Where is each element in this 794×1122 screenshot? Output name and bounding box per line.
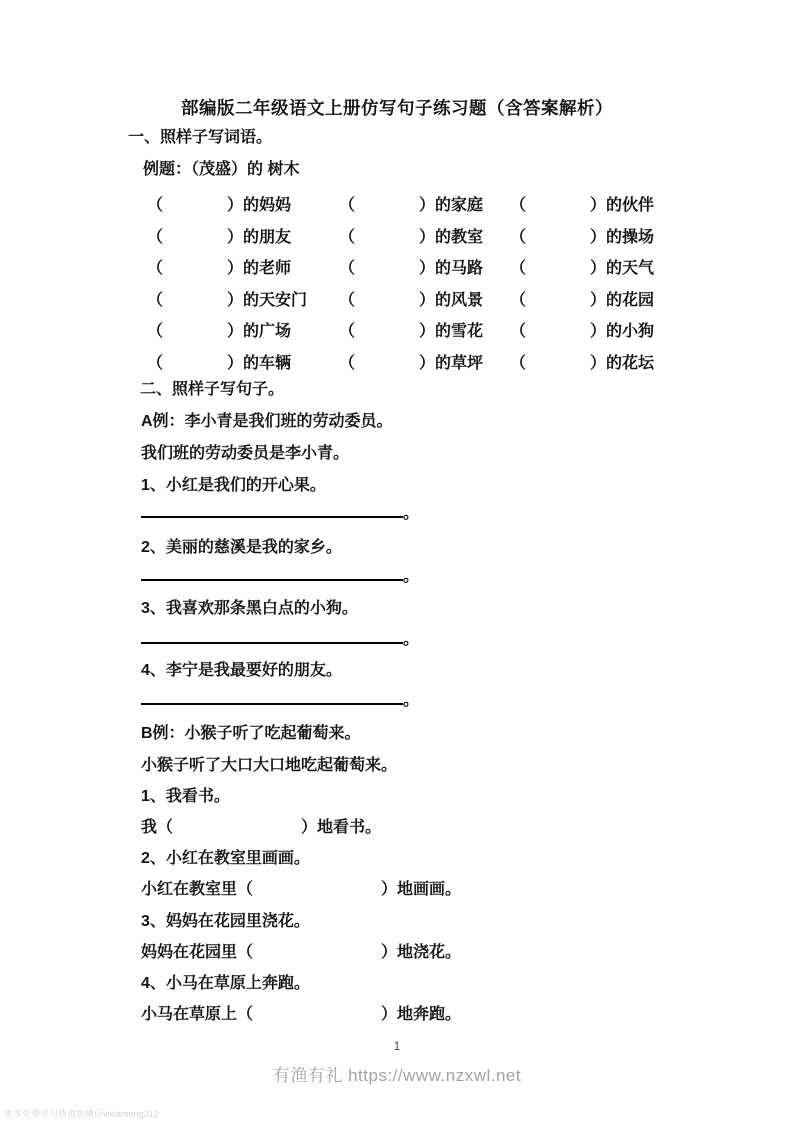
item-b1-answer: 我（ ）地看书。 [141, 819, 382, 836]
word-blank: （ ）的广场 [147, 323, 292, 340]
word-grid-row [147, 318, 654, 341]
word-blank: （ ）的风景 [339, 292, 484, 309]
page-title: 部编版二年级语文上册仿写句子练习题（含答案解析） [181, 98, 613, 118]
corner-watermark: 更多免费学习资源加微信vixiantong312 [4, 1109, 159, 1119]
item-a2-prompt: 2、美丽的慈溪是我的家乡。 [141, 539, 342, 556]
answer-suffix: 。 [403, 568, 420, 585]
word-grid-row [147, 192, 654, 215]
item-a4-answer-blank [141, 686, 419, 710]
item-a1-answer-blank [141, 499, 419, 523]
word-blank: （ ）的教室 [339, 229, 484, 246]
item-b2-prompt: 2、小红在教室里画画。 [141, 850, 310, 867]
item-b4-answer: 小马在草原上（ ）地奔跑。 [141, 1006, 462, 1023]
word-grid-row [147, 224, 654, 247]
word-blank: （ ）的花坛 [510, 355, 655, 372]
word-blank: （ ）的小狗 [510, 323, 655, 340]
word-blank: （ ）的操场 [510, 229, 655, 246]
word-blank: （ ）的花园 [510, 292, 655, 309]
word-blank: （ ）的雪花 [339, 323, 484, 340]
section1-example: 例题：（茂盛）的 树木 [143, 161, 300, 178]
item-b2-answer: 小红在教室里（ ）地画画。 [141, 881, 462, 898]
section2-heading: 二、照样子写句子。 [140, 381, 285, 398]
answer-suffix: 。 [403, 692, 420, 709]
item-b1-prompt: 1、我看书。 [141, 788, 230, 805]
footer-watermark: 有渔有礼 https://www.nzxwl.net [272, 1066, 522, 1085]
word-blank: （ ）的天安门 [147, 292, 308, 309]
item-a3-answer-blank [141, 625, 419, 649]
word-grid-row [147, 255, 654, 278]
answer-underline [141, 686, 403, 705]
word-blank: （ ）的老师 [147, 260, 292, 277]
item-a1-prompt: 1、小红是我们的开心果。 [141, 477, 326, 494]
item-b3-prompt: 3、妈妈在花园里浇花。 [141, 913, 310, 930]
answer-suffix: 。 [403, 505, 420, 522]
word-blank: （ ）的朋友 [147, 229, 292, 246]
item-b3-answer: 妈妈在花园里（ ）地浇花。 [141, 944, 462, 961]
word-grid-row [147, 350, 654, 373]
item-a4-prompt: 4、李宁是我最要好的朋友。 [141, 662, 342, 679]
page-number: 1 [393, 1039, 401, 1053]
example-a-line1: A例：李小青是我们班的劳动委员。 [141, 413, 393, 430]
answer-suffix: 。 [403, 631, 420, 648]
answer-underline [141, 562, 403, 581]
word-blank: （ ）的马路 [339, 260, 484, 277]
section1-heading: 一、照样子写词语。 [128, 129, 273, 146]
word-blank: （ ）的天气 [510, 260, 655, 277]
item-a2-answer-blank [141, 562, 419, 586]
answer-underline [141, 499, 403, 518]
example-a-line2: 我们班的劳动委员是李小青。 [141, 445, 350, 462]
word-grid-row [147, 287, 654, 310]
answer-underline [141, 625, 403, 644]
example-b-line2: 小猴子听了大口大口地吃起葡萄来。 [141, 757, 398, 774]
word-blank: （ ）的妈妈 [147, 197, 292, 214]
word-blank: （ ）的车辆 [147, 355, 292, 372]
word-blank: （ ）的家庭 [339, 197, 484, 214]
example-b-line1: B例：小猴子听了吃起葡萄来。 [141, 725, 361, 742]
item-a3-prompt: 3、我喜欢那条黑白点的小狗。 [141, 600, 358, 617]
word-blank: （ ）的草坪 [339, 355, 484, 372]
item-b4-prompt: 4、小马在草原上奔跑。 [141, 975, 310, 992]
word-blank: （ ）的伙伴 [510, 197, 655, 214]
